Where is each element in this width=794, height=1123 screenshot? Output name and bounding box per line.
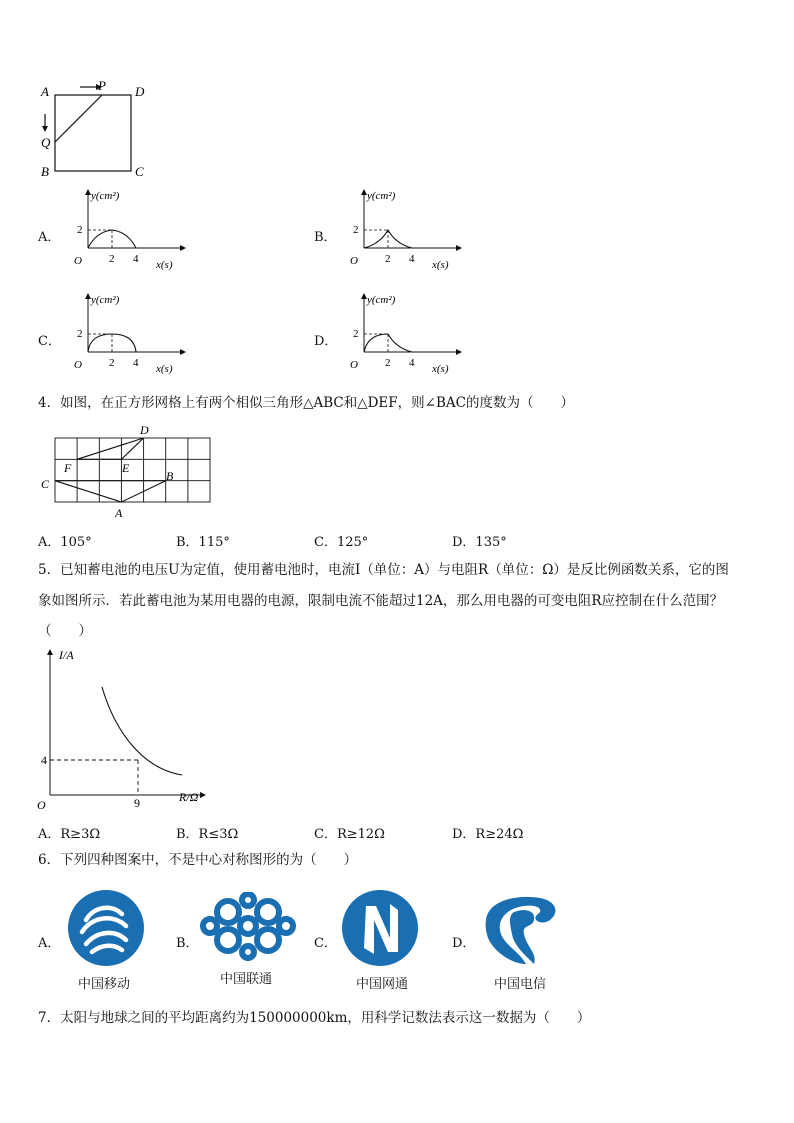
- label-A: A: [41, 84, 49, 99]
- china-unicom-logo-icon: [200, 892, 296, 962]
- q3-graph-c: [64, 290, 189, 378]
- label-Q: Q: [41, 135, 51, 150]
- graph-c-origin: O: [74, 359, 82, 371]
- q4-option-c[interactable]: C．125°: [314, 535, 369, 550]
- graph-a-x-tick-2: 2: [109, 253, 115, 265]
- q5-x-axis-label: R/Ω: [179, 790, 199, 804]
- q5-text-line1: 已知蓄电池的电压U为定值，使用蓄电池时，电流I（单位：A）与电阻R（单位：Ω）是反比例函数关系，它的图: [60, 562, 729, 578]
- graph-c-x-tick-4: 4: [133, 357, 139, 369]
- q3-option-a[interactable]: A．: [38, 230, 61, 245]
- china-netcom-logo-icon: [340, 890, 424, 970]
- q4-option-a[interactable]: A．105°: [38, 535, 92, 550]
- q6-option-c[interactable]: C．: [314, 936, 337, 951]
- graph-d-y-tick: 2: [353, 328, 359, 340]
- graph-b-x-tick-2: 2: [385, 253, 391, 265]
- q3-graph-b: [340, 186, 465, 274]
- q6-stem: [38, 854, 357, 868]
- q6-option-b[interactable]: B．: [176, 936, 199, 951]
- grid-label-B: B: [166, 469, 174, 483]
- q6-option-a[interactable]: A．: [38, 936, 61, 951]
- q6-number: 6．: [38, 852, 61, 868]
- q4-stem: [38, 397, 574, 411]
- grid-label-D: D: [140, 423, 149, 437]
- q7-number: 7．: [38, 1010, 61, 1026]
- q3-option-d[interactable]: D．: [314, 334, 338, 349]
- graph-b-x-tick-4: 4: [409, 253, 415, 265]
- q4-number: 4．: [38, 395, 61, 411]
- q4-option-d[interactable]: D．135°: [452, 535, 507, 550]
- q5-stem-line2: 象如图所示．若此蓄电池为某用电器的电源，限制电流不能超过12A，那么用电器的可变电阻R应控制在什么范围？: [38, 593, 724, 609]
- q3-square-figure: [36, 76, 146, 180]
- grid-label-C: C: [41, 477, 50, 491]
- q3-graph-d: [340, 290, 465, 378]
- graph-a-x-tick-4: 4: [133, 253, 139, 265]
- graph-d-x-tick-2: 2: [385, 357, 391, 369]
- graph-c-x-label: x(s): [156, 363, 173, 375]
- q5-option-c[interactable]: C．R≥12Ω: [314, 827, 385, 842]
- q5-option-d[interactable]: D．R≥24Ω: [452, 827, 524, 842]
- q7-stem: [38, 1012, 590, 1026]
- q3-graph-a: [64, 186, 189, 274]
- graph-c-y-tick: 2: [77, 328, 83, 340]
- q3-option-b[interactable]: B．: [314, 230, 337, 245]
- graph-d-y-label: y(cm²): [367, 294, 396, 306]
- label-D: D: [135, 84, 145, 99]
- logo-label-china-mobile: 中国移动: [78, 977, 131, 992]
- q7-text: 太阳与地球之间的平均距离约为150000000km，用科学记数法表示这一数据为（ ）: [60, 1010, 591, 1026]
- graph-d-x-label: x(s): [432, 363, 449, 375]
- q5-option-a[interactable]: A．R≥3Ω: [38, 827, 101, 842]
- q3-option-c[interactable]: C．: [38, 334, 61, 349]
- q5-number: 5．: [38, 562, 61, 578]
- graph-c-y-label: y(cm²): [91, 294, 120, 306]
- q4-option-b[interactable]: B．115°: [176, 535, 230, 550]
- logo-label-china-telecom: 中国电信: [494, 977, 547, 992]
- q6-text: 下列四种图案中，不是中心对称图形的为（ ）: [60, 852, 358, 868]
- graph-b-x-label: x(s): [432, 259, 449, 271]
- graph-d-origin: O: [350, 359, 358, 371]
- grid-label-E: E: [122, 461, 130, 475]
- q5-y-axis-label: I/A: [59, 648, 74, 662]
- q5-x-tick-9: 9: [134, 796, 140, 810]
- label-P: P: [98, 78, 106, 93]
- logo-label-china-netcom: 中国网通: [356, 977, 409, 992]
- q5-y-tick-4: 4: [41, 753, 47, 767]
- q5-graph: [30, 643, 215, 811]
- graph-a-y-label: y(cm²): [91, 190, 120, 202]
- label-B: B: [41, 164, 49, 179]
- graph-b-origin: O: [350, 255, 358, 267]
- graph-d-x-tick-4: 4: [409, 357, 415, 369]
- q5-stem-line1: [38, 564, 729, 578]
- q5-origin: O: [37, 798, 46, 811]
- grid-label-F: F: [64, 461, 72, 475]
- graph-a-origin: O: [74, 255, 82, 267]
- graph-b-y-tick: 2: [353, 224, 359, 236]
- graph-b-y-label: y(cm²): [367, 190, 396, 202]
- q4-text: 如图，在正方形网格上有两个相似三角形△ABC和△DEF，则∠BAC的度数为（ ）: [60, 395, 574, 411]
- graph-a-y-tick: 2: [77, 224, 83, 236]
- q5-stem-line3: （ ）: [38, 623, 92, 639]
- china-telecom-logo-icon: [478, 890, 564, 970]
- q5-option-b[interactable]: B．R≤3Ω: [176, 827, 239, 842]
- q6-option-d[interactable]: D．: [452, 936, 476, 951]
- logo-label-china-unicom: 中国联通: [220, 972, 273, 987]
- grid-label-A: A: [115, 506, 123, 520]
- q4-grid-figure: [36, 420, 218, 522]
- graph-c-x-tick-2: 2: [109, 357, 115, 369]
- label-C: C: [135, 164, 144, 179]
- graph-a-x-label: x(s): [156, 259, 173, 271]
- china-mobile-logo-icon: [64, 890, 148, 970]
